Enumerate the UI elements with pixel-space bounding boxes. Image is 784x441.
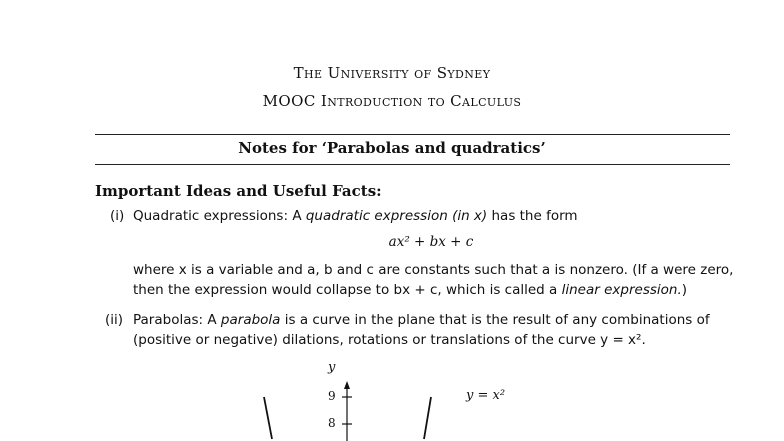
notes-title: Notes for ‘Parabolas and quadratics’ bbox=[238, 139, 546, 157]
item-ii-line2: (positive or negative) dilations, rotations or translations of the curve y = x². bbox=[133, 332, 646, 348]
item-i-formula: ax² + bx + c bbox=[388, 234, 474, 250]
section-heading: Important Ideas and Useful Facts: bbox=[95, 182, 382, 200]
item-ii-term: parabola bbox=[220, 312, 281, 328]
item-ii-line1-rest: is a curve in the plane that is the result of any combinations of bbox=[284, 312, 710, 328]
curve-label: y = x² bbox=[466, 388, 506, 403]
top-rule bbox=[95, 134, 730, 135]
item-ii-intro-a: A bbox=[207, 312, 217, 328]
parabola-right-arm bbox=[424, 397, 431, 439]
item-i-line1: where x is a variable and a, b and c are constants such that a is nonzero. (If a were zero, bbox=[133, 262, 734, 278]
bottom-rule bbox=[95, 164, 730, 165]
item-i-intro-b: has the form bbox=[491, 208, 578, 224]
course-title: MOOC Introduction to Calculus bbox=[262, 92, 522, 110]
item-i-intro-a: A bbox=[292, 208, 302, 224]
item-ii-label: Parabolas: bbox=[133, 312, 204, 328]
tick-label-8: 8 bbox=[328, 416, 336, 430]
item-i-line2-a: then the expression would collapse to bx + c, which is called a bbox=[133, 282, 558, 298]
parabola-graph bbox=[255, 375, 445, 441]
item-i-marker: (i) bbox=[110, 208, 125, 224]
y-axis-label: y bbox=[328, 360, 336, 375]
y-axis-arrow bbox=[344, 381, 350, 389]
item-i-intro bbox=[133, 208, 578, 224]
item-ii-line1 bbox=[133, 312, 710, 328]
item-i-line2 bbox=[133, 282, 687, 298]
item-i-line2-term: linear expression. bbox=[561, 282, 682, 298]
item-i-line2-b: ) bbox=[681, 282, 688, 298]
item-i-paren: (in x) bbox=[452, 208, 488, 224]
tick-label-9: 9 bbox=[328, 389, 336, 403]
university-name: The University of Sydney bbox=[293, 64, 491, 82]
parabola-left-arm bbox=[264, 397, 272, 439]
item-i-label: Quadratic expressions: bbox=[133, 208, 289, 224]
item-i-term: quadratic expression bbox=[305, 208, 448, 224]
item-ii-marker: (ii) bbox=[105, 312, 124, 328]
